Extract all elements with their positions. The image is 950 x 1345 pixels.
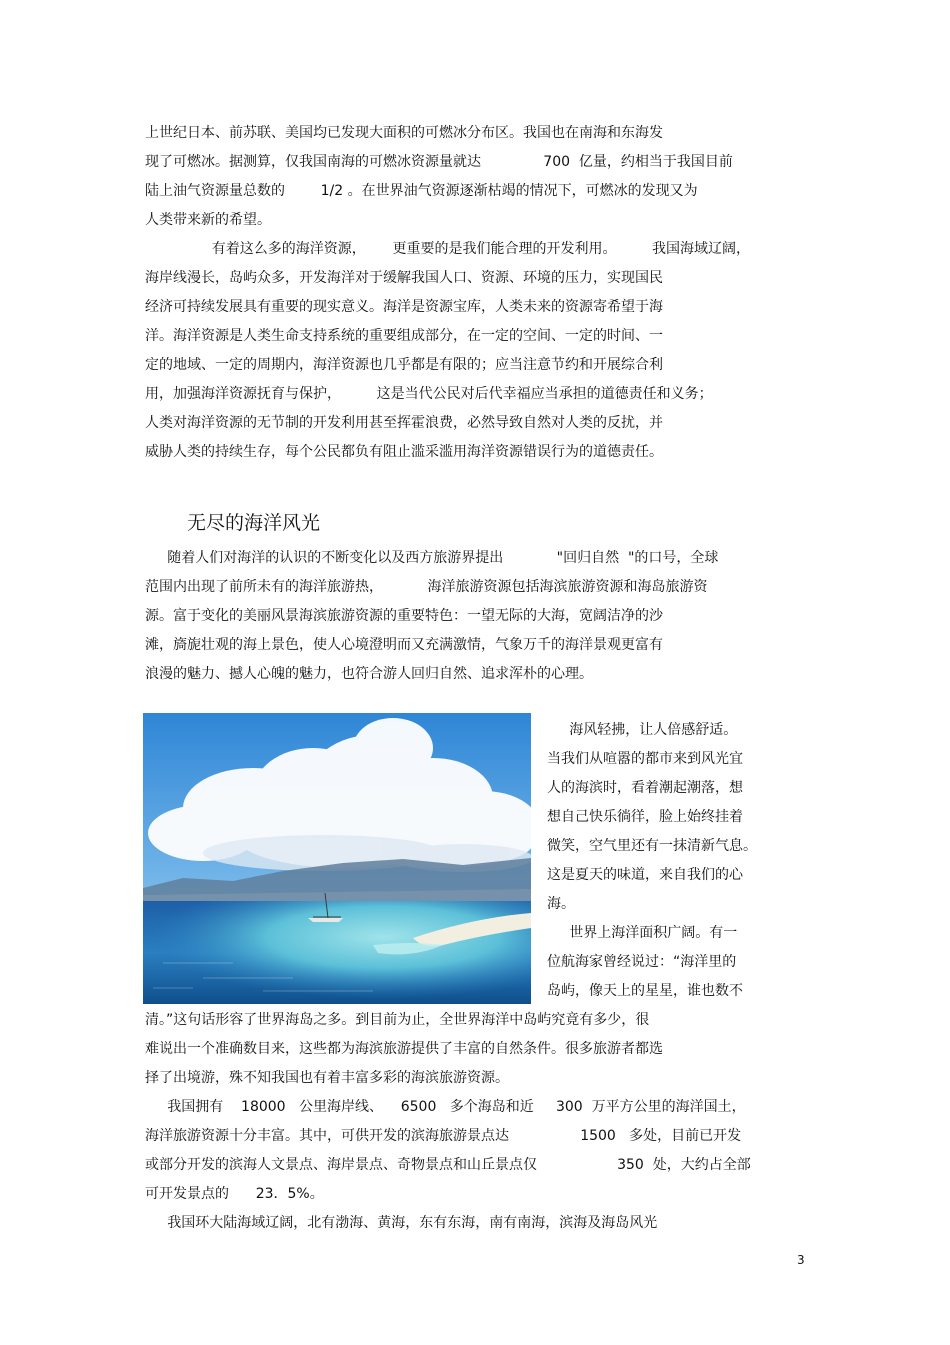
body-text-line: 源。富于变化的美丽风景海滨旅游资源的重要特色：一望无际的大海，宽阔洁净的沙 bbox=[145, 608, 663, 624]
page-number: 3 bbox=[797, 1253, 805, 1267]
body-text-line: 用，加强海洋资源抚育与保护， 这是当代公民对后代幸福应当承担的道德责任和义务； bbox=[145, 386, 713, 402]
side-text-line: 岛屿，像天上的星星，谁也数不 bbox=[547, 983, 743, 999]
side-text-line: 人的海滨时，看着潮起潮落，想 bbox=[547, 780, 743, 796]
body-text-line: 人类带来新的希望。 bbox=[145, 212, 271, 228]
body-text-line: 范围内出现了前所未有的海洋旅游热， 海洋旅游资源包括海滨旅游资源和海岛旅游资 bbox=[145, 579, 708, 595]
body-text-line: 海岸线漫长，岛屿众多，开发海洋对于缓解我国人口、资源、环境的压力，实现国民 bbox=[145, 270, 663, 286]
body-text-line: 陆上油气资源量总数的 1/2 。在世界油气资源逐渐枯竭的情况下，可燃冰的发现又为 bbox=[145, 183, 698, 199]
body-text-line: 经济可持续发展具有重要的现实意义。海洋是资源宝库，人类未来的资源寄希望于海 bbox=[145, 299, 663, 315]
side-text-line: 想自己快乐徜徉，脸上始终挂着 bbox=[547, 809, 743, 825]
body-text-line: 难说出一个准确数目来，这些都为海滨旅游提供了丰富的自然条件。很多旅游者都选 bbox=[145, 1041, 663, 1057]
body-text-line: 滩，旖旎壮观的海上景色，使人心境澄明而又充满激情，气象万千的海洋景观更富有 bbox=[145, 637, 663, 653]
body-text-line: 或部分开发的滨海人文景点、海岸景点、奇物景点和山丘景点仅 350 处，大约占全部 bbox=[145, 1157, 751, 1173]
body-text-line: 我国环大陆海域辽阔，北有渤海、黄海，东有东海，南有南海，滨海及海岛风光 bbox=[145, 1215, 658, 1231]
body-text-line: 我国拥有 18000 公里海岸线、 6500 多个海岛和近 300 万平方公里的海洋国土， bbox=[145, 1099, 746, 1115]
side-text-line: 微笑，空气里还有一抹清新气息。 bbox=[547, 838, 757, 854]
body-text-line: 洋。海洋资源是人类生命支持系统的重要组成部分，在一定的空间、一定的时间、一 bbox=[145, 328, 663, 344]
body-text-line: 随着人们对海洋的认识的不断变化以及西方旅游界提出 "回归自然 "的口号，全球 bbox=[145, 550, 719, 566]
body-text-line: 择了出境游，殊不知我国也有着丰富多彩的海滨旅游资源。 bbox=[145, 1070, 509, 1086]
side-text-line: 世界上海洋面积广阔。有一 bbox=[547, 925, 738, 941]
body-text-line: 上世纪日本、前苏联、美国均已发现大面积的可燃冰分布区。我国也在南海和东海发 bbox=[145, 125, 663, 141]
side-text-line: 位航海家曾经说过：“海洋里的 bbox=[547, 954, 737, 970]
body-text-line: 人类对海洋资源的无节制的开发利用甚至挥霍浪费，必然导致自然对人类的反扰，并 bbox=[145, 415, 663, 431]
body-text-line: 浪漫的魅力、撼人心魄的魅力，也符合游人回归自然、追求浑朴的心理。 bbox=[145, 666, 593, 682]
body-text-line: 现了可燃冰。据测算，仅我国南海的可燃冰资源量就达 700 亿量，约相当于我国目前 bbox=[145, 154, 733, 170]
body-text-line: 有着这么多的海洋资源， 更重要的是我们能合理的开发利用。 我国海域辽阔， bbox=[145, 241, 751, 257]
body-text-line: 定的地域、一定的周期内，海洋资源也几乎都是有限的；应当注意节约和开展综合利 bbox=[145, 357, 663, 373]
side-text-line: 当我们从喧嚣的都市来到风光宜 bbox=[547, 751, 743, 767]
section-heading: 无尽的海洋风光 bbox=[187, 512, 321, 534]
side-text-line: 这是夏天的味道，来自我们的心 bbox=[547, 867, 743, 883]
body-text-line: 威胁人类的持续生存，每个公民都负有阻止滥采滥用海洋资源错误行为的道德责任。 bbox=[145, 444, 663, 460]
side-text-line: 海风轻拂，让人倍感舒适。 bbox=[547, 722, 738, 738]
body-text-line: 清。”这句话形容了世界海岛之多。到目前为止，全世界海洋中岛屿究竟有多少，很 bbox=[145, 1012, 650, 1028]
seascape-photo bbox=[143, 713, 531, 1004]
body-text-line: 可开发景点的 23．5%。 bbox=[145, 1186, 324, 1202]
body-text-line: 海洋旅游资源十分丰富。其中，可供开发的滨海旅游景点达 1500 多处，目前已开发 bbox=[145, 1128, 742, 1144]
side-text-line: 海。 bbox=[547, 896, 575, 912]
